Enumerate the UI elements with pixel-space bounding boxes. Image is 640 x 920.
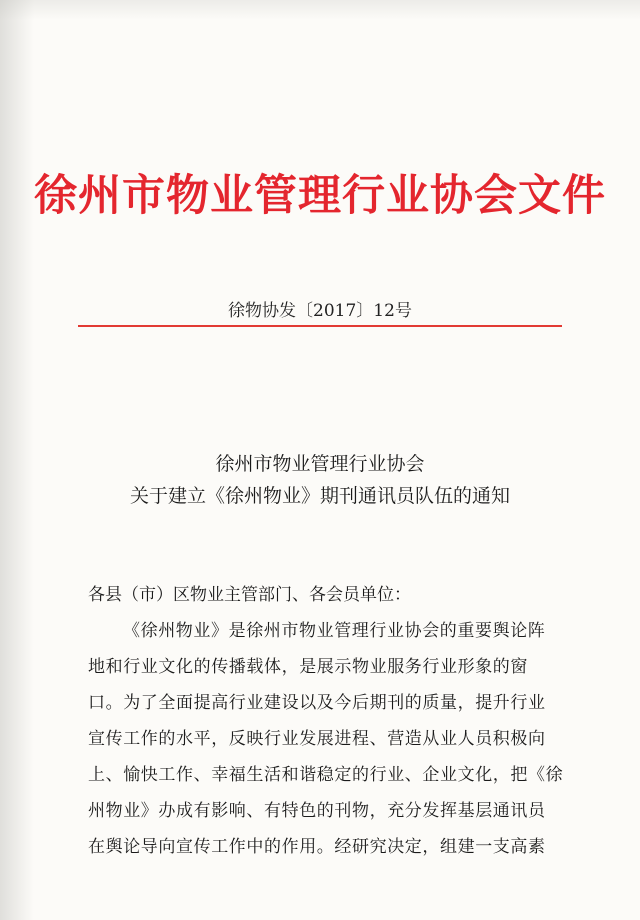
body-text-line: 口。为了全面提高行业建设以及今后期刊的质量，提升行业 <box>88 693 546 713</box>
body-text-line: 上、愉快工作、幸福生活和谐稳定的行业、企业文化，把《徐 <box>88 765 564 785</box>
document-number: 徐物协发〔2017〕12号 <box>228 301 412 321</box>
body-text-line: 《徐州物业》是徐州市物业管理行业协会的重要舆论阵 <box>123 621 546 641</box>
document-header-title: 徐州市物业管理行业协会文件 <box>34 171 606 221</box>
header-red-divider <box>78 325 562 327</box>
body-text-line: 宣传工作的水平，反映行业发展进程、营造从业人员积极向 <box>88 729 546 749</box>
body-text-line: 州物业》办成有影响、有特色的刊物，充分发挥基层通讯员 <box>88 801 546 821</box>
notice-title-line-2: 关于建立《徐州物业》期刊通讯员队伍的通知 <box>129 485 510 507</box>
page-top-shadow <box>0 0 640 20</box>
notice-title-line-1: 徐州市物业管理行业协会 <box>215 453 425 475</box>
body-text-line: 地和行业文化的传播载体，是展示物业服务行业形象的窗 <box>88 657 528 677</box>
body-text-line: 在舆论导向宣传工作中的作用。经研究决定，组建一支高素 <box>88 837 546 857</box>
salutation: 各县（市）区物业主管部门、各会员单位： <box>88 585 411 605</box>
